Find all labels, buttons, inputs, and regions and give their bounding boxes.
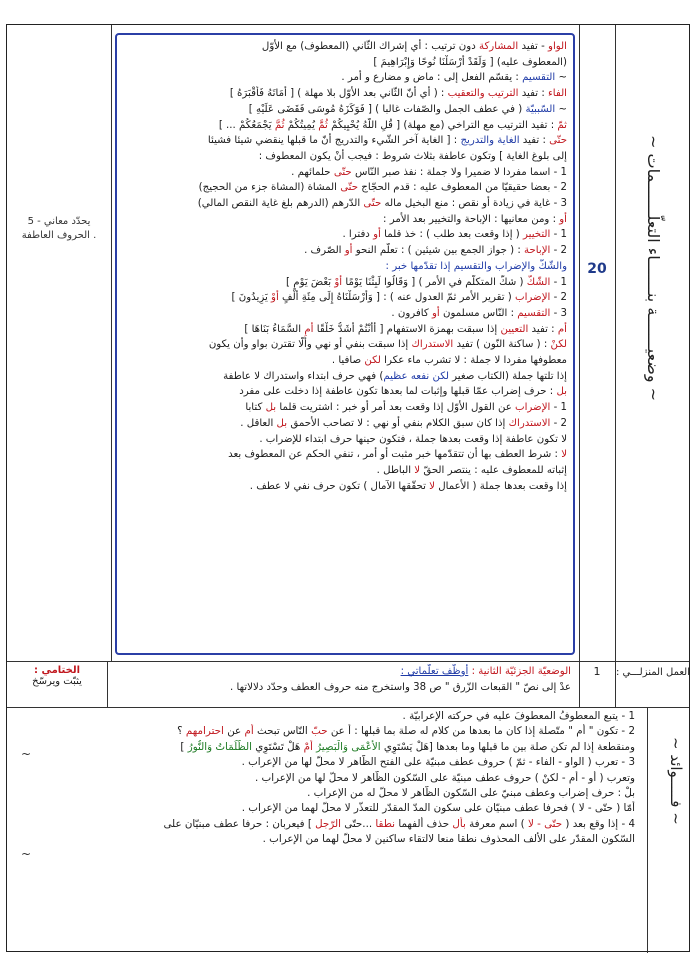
- text-segment: ثمّ: [557, 119, 567, 131]
- duration-number: 20: [587, 261, 607, 277]
- text-segment: التقسيم: [522, 72, 556, 84]
- text-segment: ( في عطف الجمل والصّفات غالبا ) [ فَوَكَزَهُ مُوسَى فَقَضَى عَلَيْهِ ]: [248, 103, 526, 115]
- text-segment: 3 - تعرب ( الواو - الفاء - ثمّ ) حروف عطف مبنيّة على الفتح الظّاهر لا محلّ لها من الإعراب .: [241, 756, 635, 769]
- text-segment: بل: [556, 386, 567, 398]
- text-segment: إذا سبقت بنفي أو نهي وألّا تقترن بواو وأن يكون: [208, 339, 412, 351]
- text-line: [123, 86, 567, 102]
- text-line: [123, 243, 567, 259]
- text-segment: 2 -: [550, 417, 567, 429]
- text-segment: الباطل .: [376, 464, 415, 476]
- divider: [111, 25, 112, 661]
- text-segment: ومنقطعة إذا لم تكن صلة بين ما قبلها وما بعدها [هَلْ يَسْتَوِي: [380, 740, 635, 753]
- text-segment: : تفيد: [528, 323, 558, 335]
- text-segment: الظُّلُمَاتُ وَالنُّورُ: [187, 740, 252, 753]
- text-segment: ) فهي حرف ابتداء واستدراك لا عاطفة: [223, 370, 384, 382]
- text-line: [57, 801, 635, 816]
- text-segment: السَّمَاءُ بَنَاهَا ]: [244, 323, 305, 335]
- text-segment: بلْ : حرف إضراب وعطف مبنيّ على السّكون الظّاهر لا محلّ له من الإعراب .: [307, 787, 635, 800]
- text-line: [123, 118, 567, 134]
- homework-row: [7, 661, 691, 707]
- text-segment: ( إذا وقعت بعد طلب ) : خذ قلما: [380, 229, 523, 241]
- text-line: [123, 384, 567, 400]
- text-line: [123, 337, 567, 353]
- text-line: [57, 771, 635, 786]
- text-segment: المشاة (المشاة جزء من الحجيج): [198, 182, 341, 194]
- text-line: [123, 369, 567, 385]
- text-segment: أَمْ: [303, 740, 313, 753]
- text-segment: حلمائهم .: [291, 166, 334, 178]
- text-segment: الأَعْمَى وَالْبَصِيرُ: [316, 740, 381, 753]
- text-line: [123, 322, 567, 338]
- text-segment: أم: [244, 725, 254, 738]
- text-segment: : تفيد: [518, 88, 549, 100]
- text-segment: ؟: [177, 725, 186, 738]
- text-segment: ...حتّى: [340, 817, 376, 830]
- text-segment: 1 - يتبع المعطوفُ المعطوفَ عليه في حركته الإعرابيّة .: [402, 710, 635, 722]
- text-segment: ~: [555, 72, 567, 84]
- text-segment: 1 -: [550, 402, 567, 414]
- text-segment: حتّى: [340, 182, 359, 194]
- text-line: [123, 353, 567, 369]
- text-segment: : يقسّم الفعل إلى : ماض و مضارع و أمر .: [341, 72, 523, 84]
- text-segment: أَوْ: [334, 276, 343, 288]
- text-segment: معطوفها مفردا لا جملة : لا تشرب ماء عكرا: [380, 355, 567, 367]
- homework-number: 1: [593, 665, 601, 678]
- text-segment: أو: [431, 307, 440, 319]
- text-segment: السّكون المقدّر على الألف المحذوف نطقا منعا لالتقاء ساكنين لا محلّ لهما من الإعراب .: [262, 833, 635, 846]
- closing-label: الختامي :: [33, 665, 80, 676]
- text-segment: : شرط العطف بها أن تتقدّمها خبر مثبت أو أمر ، تنفي الحكم عن المعطوف بعد: [228, 449, 562, 461]
- text-segment: لكن: [364, 355, 381, 367]
- text-line: [123, 70, 567, 86]
- text-segment: لا تكون عاطفة إذا وقعت بعدها جملة ، فتكون حينها حرف ابتداء للإضراب .: [259, 433, 567, 445]
- text-segment: يَجْمَعُكُمْ ... ]: [218, 119, 275, 131]
- text-segment: الفاء: [548, 88, 567, 100]
- homework-content: [107, 661, 579, 707]
- text-segment: حتّى: [333, 166, 352, 178]
- text-segment: أم: [557, 323, 567, 335]
- stage-title: ~ وضعيـــــــة بنـــــــاء التعلّـــــــمات ~: [644, 135, 663, 402]
- text-line: [123, 463, 567, 479]
- closing-stage: [7, 661, 107, 707]
- text-line: [123, 180, 567, 196]
- text-segment: : حرف إضراب عمّا قبلها وإثبات لما بعدها تكون عاطفة إذا دخلت على مفرد: [239, 386, 557, 398]
- text-segment: 4 - إذا وقع بعد (: [562, 817, 635, 830]
- text-segment: بأل: [452, 817, 466, 830]
- text-line: [123, 306, 567, 322]
- text-segment: لا: [414, 464, 421, 476]
- text-segment: : [ الغاية آخر الشّيء والتدريج أنّ ما قبلها ينقضي شيئا فشيئا: [207, 135, 461, 147]
- text-line: [123, 275, 567, 291]
- text-line: [123, 447, 567, 463]
- text-segment: كتابا: [245, 402, 266, 414]
- text-segment: أمّا ( حتّى - لا ) فحرفا عطف مبنيّان على سكون المدّ المقدّر للتعذّر لا محلّ لهما من الإعراب .: [241, 802, 635, 815]
- benefits-content: [51, 707, 641, 953]
- text-line: [123, 133, 567, 149]
- text-segment: : تفيد: [519, 135, 550, 147]
- text-line: [57, 709, 635, 724]
- text-segment: : ومن معانيها : الإباحة والتخيير بعد الأمر :: [383, 213, 560, 225]
- text-segment: إثباته للمعطوف عليه : ينتصر الحقّ: [420, 464, 567, 476]
- text-segment: هَلْ تَسْتَوِي: [252, 740, 304, 753]
- text-segment: : ( جواز الجمع بين شيئين ) : تعلّم النحو: [352, 245, 525, 257]
- text-line: [123, 479, 567, 495]
- text-segment: الواو: [548, 41, 567, 52]
- text-segment: أو: [559, 213, 567, 225]
- text-segment: العاقل .: [240, 417, 277, 429]
- text-line: [123, 290, 567, 306]
- text-segment: السّببيّة: [525, 103, 556, 115]
- text-segment: الترتيب والتعقيب: [447, 88, 519, 100]
- text-segment: التعيين: [500, 323, 529, 335]
- text-segment: نطقا: [375, 817, 396, 830]
- text-line: [123, 212, 567, 228]
- divider: [647, 707, 648, 953]
- text-segment: 1 -: [550, 276, 567, 288]
- text-segment: 3 - غاية في زيادة أو نقص : منع البخيل ماله: [381, 198, 567, 210]
- text-segment: الاستدراك: [508, 417, 551, 429]
- text-segment: حتّى: [549, 135, 567, 147]
- text-line: [123, 400, 567, 416]
- text-line: [123, 102, 567, 118]
- text-segment: احترامهم: [185, 725, 224, 738]
- text-line: [57, 755, 635, 770]
- text-segment: إذا كان سبق الكلام بنفي أو نهي : لا تصاحب الأحمق: [287, 417, 509, 429]
- text-segment: 2 - تكون " أم " متّصلة إذا كان ما بعدها من كلام له صلة بما قبلها : أ عن: [327, 725, 635, 738]
- objective-column: [7, 25, 111, 661]
- text-line: [123, 165, 567, 181]
- text-segment: 2 -: [550, 292, 567, 304]
- text-segment: 1 -: [550, 229, 567, 241]
- text-line: [123, 196, 567, 212]
- text-segment: حبّ: [311, 725, 328, 738]
- text-segment: : النّاس مسلمون: [439, 307, 518, 319]
- text-line: [57, 817, 635, 832]
- text-segment: بَعْضَ يَوْمٍ ]: [286, 276, 335, 288]
- lesson-sheet: [6, 24, 690, 952]
- text-segment: تحقّقها الآمال ) تكون حرف نفي لا عطف .: [249, 480, 430, 492]
- text-segment: دفترا .: [342, 229, 374, 241]
- homework-title-link: أوظّف تعلّماتي :: [400, 666, 469, 677]
- text-segment: الغاية والتدريج: [460, 135, 520, 147]
- text-line: [123, 39, 567, 55]
- text-segment: 1 - اسما مفردا لا ضميرا ولا جملة : نفذ صبر النّاس: [351, 166, 567, 178]
- conjunctions-content-box: [115, 33, 575, 655]
- text-segment: الإضراب: [515, 402, 551, 414]
- text-line: [57, 832, 635, 847]
- text-line: [123, 432, 567, 448]
- text-segment: التقسيم: [517, 307, 551, 319]
- benefits-title: ~ فـــــوائد ~: [667, 737, 685, 825]
- text-segment: يَزِيدُونَ ]: [231, 292, 272, 304]
- text-segment: أَوْ: [271, 292, 279, 304]
- homework-label: العمل المنزلـــي :: [615, 667, 691, 678]
- decorative-tilde: ~: [21, 847, 32, 861]
- text-segment: صافيا .: [331, 355, 365, 367]
- text-segment: ( شكّ المتكلّم في الأمر ) [ وَقَالُوا لَبِثْنَا يَوْمًا: [342, 276, 527, 288]
- text-segment: ثُمَّ: [318, 119, 328, 131]
- text-segment: حتّى - لا: [527, 817, 563, 830]
- text-segment: أو: [373, 229, 381, 241]
- text-line: [57, 740, 635, 755]
- text-segment: لكنْ: [550, 339, 567, 351]
- text-segment: بل: [265, 402, 277, 414]
- text-segment: (المعطوف عليه) [ وَلَقَدْ أَرْسَلْنَا نُوحًا وَإِبْرَاهِيمَ ]: [373, 56, 567, 68]
- text-segment: : تفيد الترتيب مع التراخي (مع مهلة) [ قُلِ اللَّهُ يُحْيِيكُمْ: [327, 119, 558, 131]
- text-segment: التخيير: [523, 229, 551, 241]
- text-segment: المشاركة: [478, 41, 519, 52]
- text-segment: ]: [180, 740, 188, 753]
- text-segment: أو: [344, 245, 353, 257]
- text-segment: لا: [429, 480, 435, 492]
- text-segment: وتعرب ( أو - أم - لكنْ ) حروف عطف مبنيّة على السّكون الظّاهر لا محلّ لها من الإعراب .: [254, 771, 635, 784]
- text-segment: ( تقرير الأمر ثمّ العدول عنه ) : [ وَأَرْسَلْنَاهُ إِلَى مِئَةِ أَلْفٍ: [278, 292, 516, 304]
- text-line: [57, 786, 635, 801]
- text-segment: ثُمَّ: [274, 119, 285, 131]
- text-segment: حذف ألفهما: [395, 817, 453, 830]
- text-segment: دون ترتيب : أي إشراك الثّاني (المعطوف) مع الأوّل: [261, 41, 479, 52]
- text-segment: كافرون .: [391, 307, 432, 319]
- text-line: [123, 149, 567, 165]
- text-segment: الدّرهم (الدرهم بلغ غاية النقص المالي): [197, 198, 364, 210]
- text-segment: عن القول الأوّل إذا وقعت بعد أمر أو خبر : اشتريت قلما: [276, 402, 516, 414]
- text-segment: إذا وقعت بعدها جملة ( الأعمال: [434, 480, 567, 492]
- objective-note: 5 - يحدّد معاني الحروف العاطفة .: [21, 216, 97, 241]
- text-line: [123, 227, 567, 243]
- text-segment: إلى بلوغ الغاية ] وتكون عاطفة بثلاث شروط : فيجب أنْ يكون المعطوف :: [258, 150, 567, 162]
- text-segment: ~: [555, 103, 567, 115]
- text-segment: ) اسم معرفة: [465, 817, 528, 830]
- text-segment: 2 -: [550, 245, 567, 257]
- text-segment: الشّكّ: [526, 276, 551, 288]
- text-segment: النّاس تبحث: [253, 725, 312, 738]
- text-line: [123, 55, 567, 71]
- text-segment: الإباحة: [524, 245, 551, 257]
- text-segment: حتّى: [363, 198, 382, 210]
- homework-task: عدْ إلى نصّ " القبعات الزّرق " ص 38 واستخرج منه حروف العطف وحدّد دلالاتها .: [230, 681, 571, 693]
- text-segment: : ( أي أنّ الثّاني بعد الأوّل بلا مهلة ) [ أَمَاتَهُ فَأَقْبَرَهُ ]: [229, 88, 448, 100]
- text-segment: لكن نفعه عظيم: [383, 370, 449, 382]
- text-segment: الرّجل: [315, 817, 341, 830]
- text-segment: والشّكّ والإضراب والتقسيم إذا تقدّمها خبر :: [385, 260, 567, 272]
- closing-sub: يثبّت ويرسّخ: [32, 676, 82, 687]
- benefits-section: [7, 707, 691, 953]
- stage-column: [615, 25, 691, 661]
- text-segment: عن: [223, 725, 245, 738]
- text-line: [57, 724, 635, 739]
- homework-title: [115, 664, 571, 680]
- text-segment: يُمِيتُكُمْ: [284, 119, 319, 131]
- decorative-tilde: ~: [21, 747, 32, 761]
- text-segment: : ( ساكنة النّون ) تفيد: [453, 339, 551, 351]
- text-segment: الصّرف .: [304, 245, 345, 257]
- text-segment: إذا تلتها جملة (الكتاب صغير: [448, 370, 567, 382]
- text-segment: بل: [276, 417, 288, 429]
- text-segment: الإضراب: [515, 292, 551, 304]
- text-segment: الاستدراك: [411, 339, 454, 351]
- homework-title-prefix: الوضعيّة الجزئيّة الثانية :: [468, 666, 571, 677]
- text-segment: 3 -: [550, 307, 567, 319]
- text-line: [123, 416, 567, 432]
- text-segment: لا: [561, 449, 567, 461]
- duration-column: [579, 25, 615, 661]
- text-segment: - تفيد: [518, 41, 549, 52]
- text-segment: ] فيعربان : حرفا عطف مبنيّان على: [163, 817, 316, 830]
- text-segment: 2 - بعضا حقيقيّا من المعطوف عليه : قدم الحجّاج: [358, 182, 567, 194]
- text-line: [123, 259, 567, 275]
- text-segment: أَمِ: [304, 323, 314, 335]
- text-segment: إذا سبقت بهمزة الاستفهام [ أَأَنْتُمْ أَشَدُّ خَلْقًا: [313, 323, 501, 335]
